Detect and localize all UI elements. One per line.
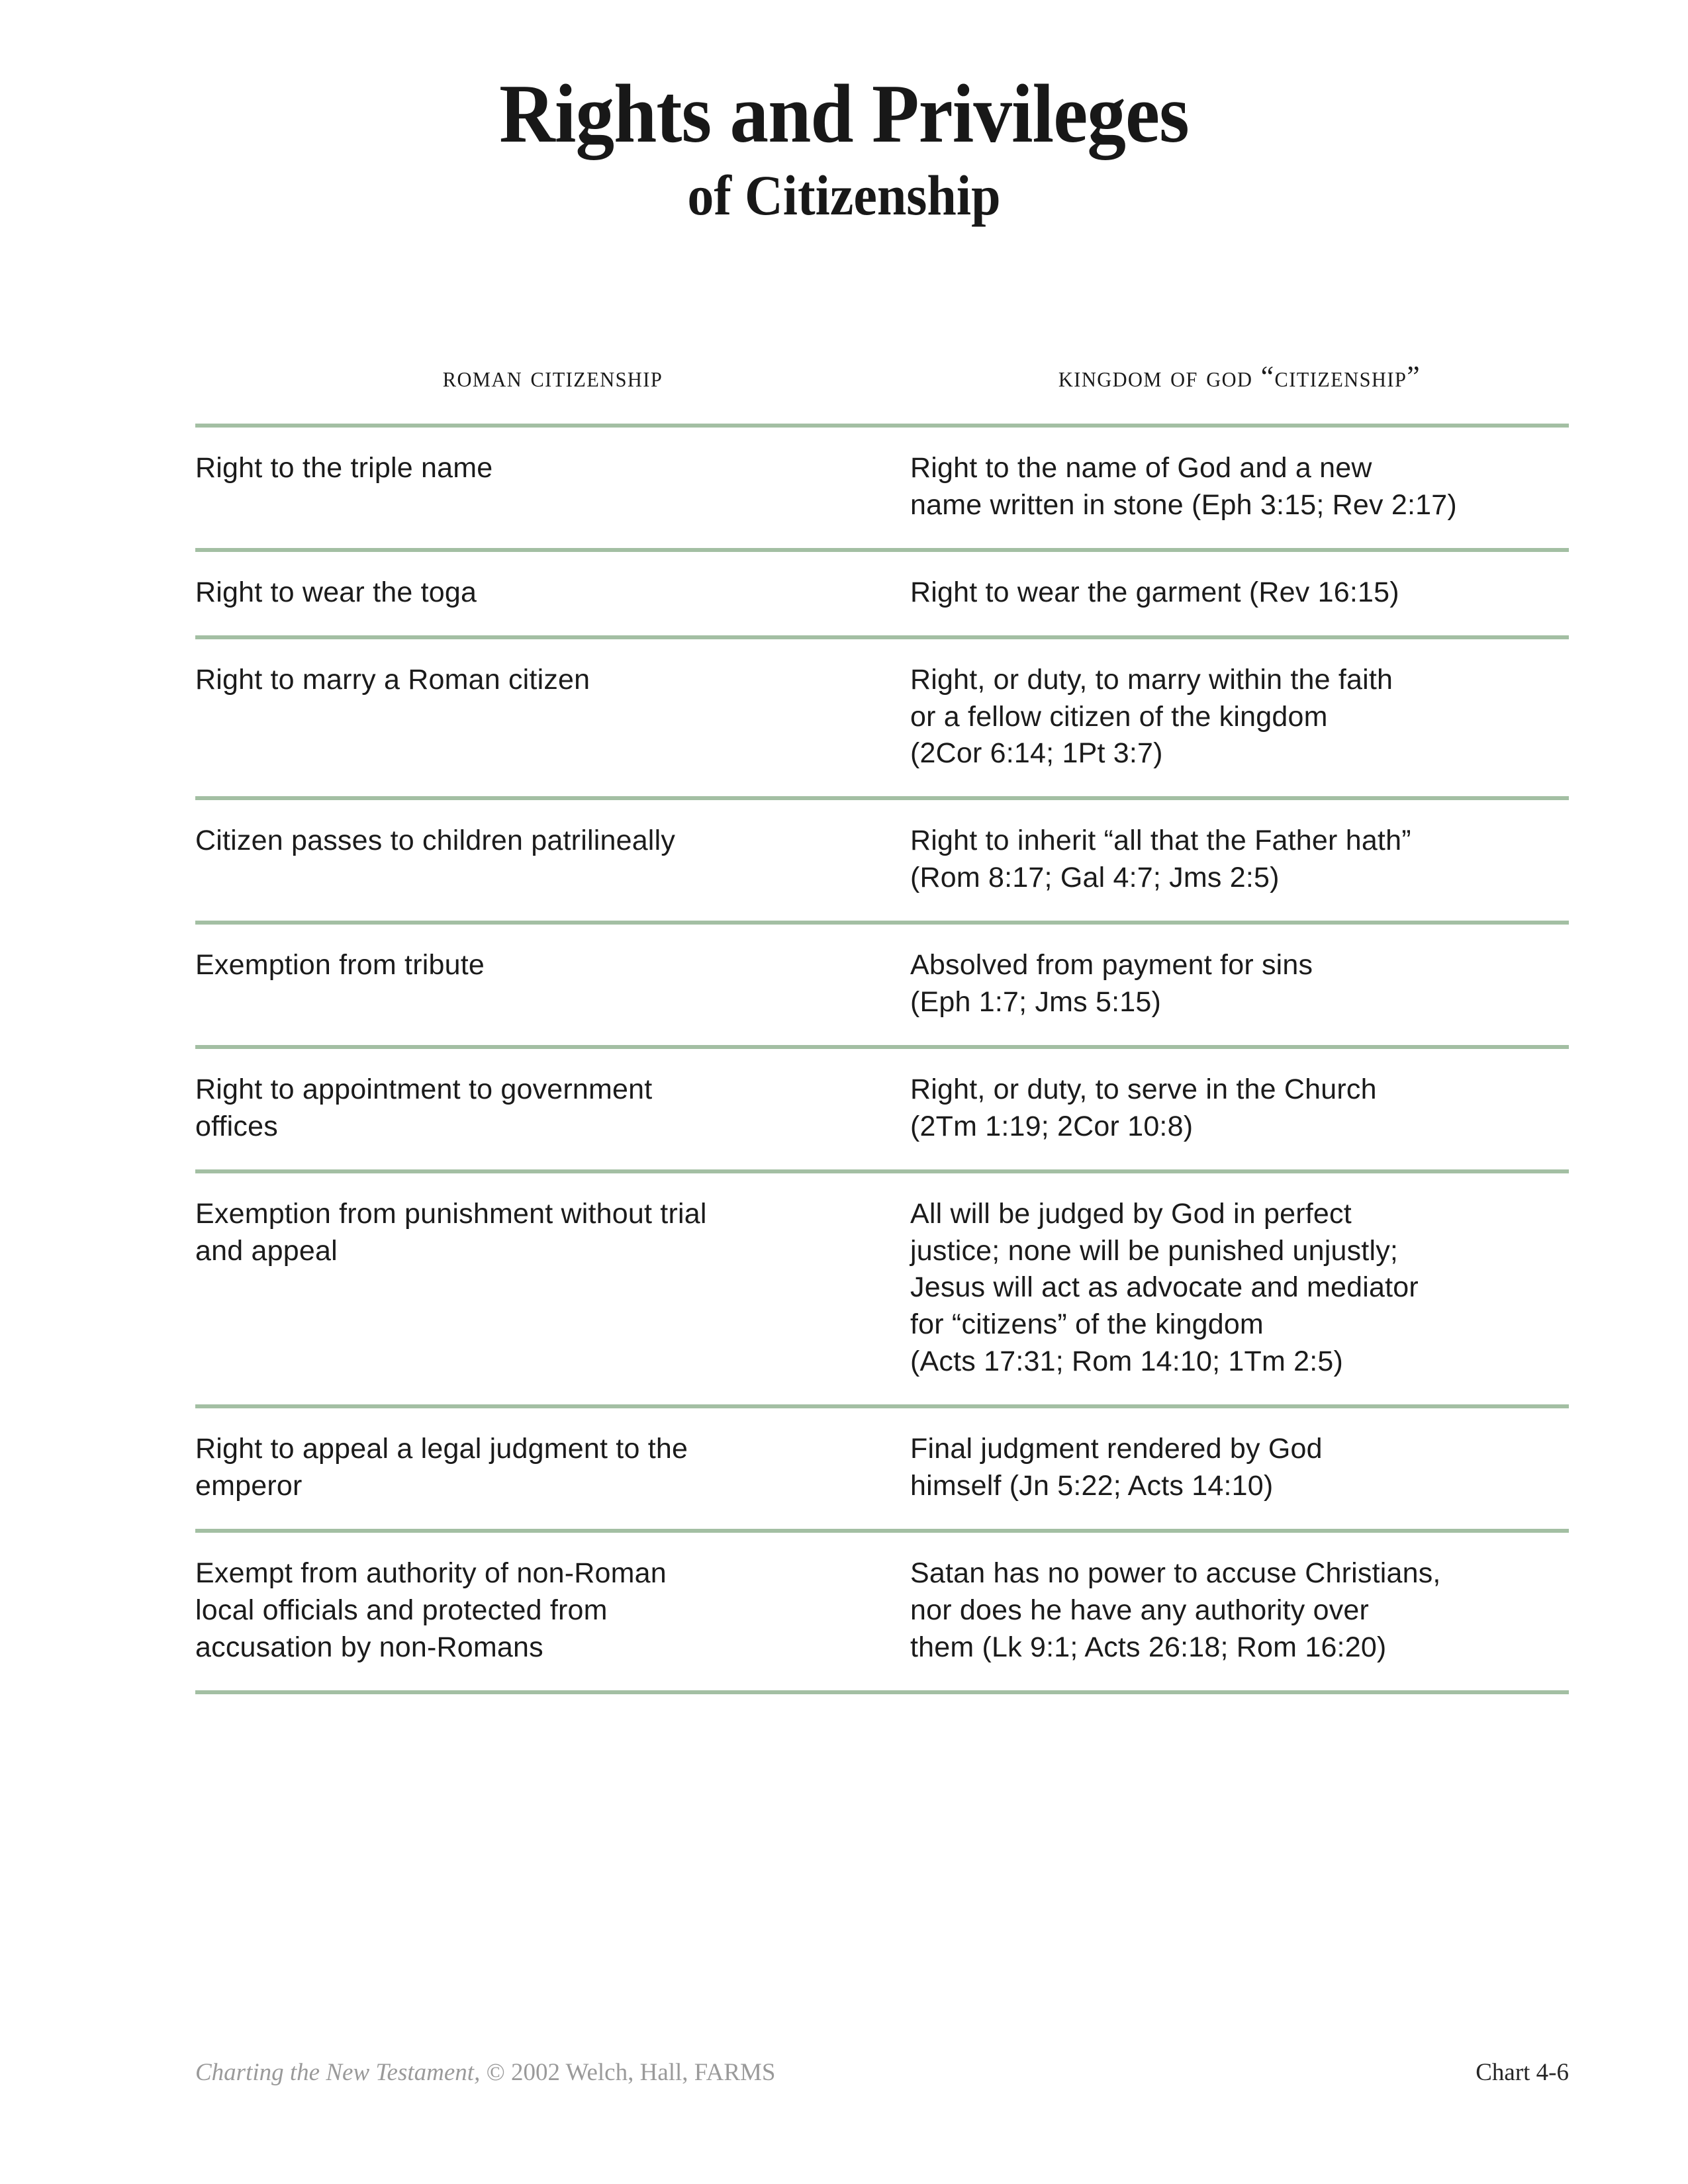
cell-roman-citizenship [195, 823, 910, 860]
cell-line: (2Tm 1:19; 2Cor 10:8) [910, 1110, 1194, 1142]
comparison-table [195, 344, 1569, 1694]
cell-roman-citizenship [195, 450, 910, 487]
page-footer [195, 2058, 1569, 2087]
title-subtitle: of Citizenship [687, 163, 1001, 227]
cell-line: Right to wear the garment (Rev 16:15) [910, 576, 1399, 608]
cell-kingdom-citizenship [910, 1555, 1569, 1666]
footer-source-title: Charting the New Testament, [195, 2059, 481, 2086]
table-row [195, 639, 1569, 797]
table-body [195, 428, 1569, 1694]
cell-kingdom-citizenship [910, 662, 1569, 773]
cell-line: Right to wear the toga [195, 576, 477, 608]
cell-line: Absolved from payment for sins [910, 949, 1313, 981]
cell-line: Right, or duty, to marry within the faith [910, 663, 1393, 696]
column-header-kingdom-of-god-citizenship: kingdom of god “citizenship” [1058, 359, 1421, 393]
cell-line: (Acts 17:31; Rom 14:10; 1Tm 2:5) [910, 1345, 1344, 1378]
cell-line: (2Cor 6:14; 1Pt 3:7) [910, 737, 1163, 770]
title-main: Rights and Privileges [499, 68, 1189, 160]
cell-kingdom-citizenship [910, 823, 1569, 897]
cell-kingdom-citizenship [910, 574, 1569, 612]
table-row [195, 800, 1569, 921]
cell-roman-citizenship [195, 662, 910, 699]
footer-source [195, 2058, 776, 2087]
cell-kingdom-citizenship [910, 947, 1569, 1021]
cell-line: Citizen passes to children patrilineally [195, 825, 676, 857]
footer-chart-number: Chart 4-6 [1476, 2059, 1569, 2086]
cell-line: emperor [195, 1470, 303, 1502]
cell-roman-citizenship [195, 1555, 910, 1666]
cell-line: local officials and protected from [195, 1594, 608, 1626]
cell-line: (Eph 1:7; Jms 5:15) [910, 986, 1162, 1019]
cell-roman-citizenship [195, 1071, 910, 1146]
table-row [195, 428, 1569, 548]
cell-line: Final judgment rendered by God [910, 1433, 1323, 1465]
cell-line: name written in stone (Eph 3:15; Rev 2:17) [910, 488, 1457, 521]
cell-line: or a fellow citizen of the kingdom [910, 700, 1328, 733]
cell-line: Right to appeal a legal judgment to the [195, 1433, 688, 1465]
page-title [0, 68, 1688, 227]
cell-line: nor does he have any authority over [910, 1594, 1370, 1626]
cell-line: justice; none will be punished unjustly; [910, 1234, 1399, 1267]
column-header-roman-citizenship: roman citizenship [442, 359, 663, 393]
cell-line: Right to appointment to government [195, 1073, 653, 1105]
cell-line: himself (Jn 5:22; Acts 14:10) [910, 1470, 1274, 1502]
cell-kingdom-citizenship [910, 1071, 1569, 1146]
table-row [195, 552, 1569, 635]
table-header-row [195, 344, 1569, 424]
cell-line: Satan has no power to accuse Christians, [910, 1557, 1441, 1589]
cell-kingdom-citizenship [910, 450, 1569, 524]
cell-line: Right to the triple name [195, 452, 493, 484]
cell-line: Jesus will act as advocate and mediator [910, 1271, 1419, 1304]
cell-line: and appeal [195, 1234, 338, 1267]
cell-roman-citizenship [195, 947, 910, 984]
table-row [195, 1408, 1569, 1529]
cell-line: (Rom 8:17; Gal 4:7; Jms 2:5) [910, 862, 1280, 894]
cell-roman-citizenship [195, 1431, 910, 1505]
cell-line: Exempt from authority of non-Roman [195, 1557, 667, 1589]
cell-line: Right to marry a Roman citizen [195, 663, 590, 696]
cell-line: Exemption from punishment without trial [195, 1197, 707, 1230]
cell-roman-citizenship [195, 1196, 910, 1270]
cell-line: Exemption from tribute [195, 949, 485, 981]
cell-line: them (Lk 9:1; Acts 26:18; Rom 16:20) [910, 1631, 1387, 1663]
cell-kingdom-citizenship [910, 1431, 1569, 1505]
cell-line: accusation by non-Romans [195, 1631, 543, 1663]
row-divider [195, 1690, 1569, 1694]
cell-kingdom-citizenship [910, 1196, 1569, 1381]
table-row [195, 1533, 1569, 1690]
footer-copyright: © 2002 Welch, Hall, FARMS [480, 2059, 776, 2086]
cell-line: offices [195, 1110, 278, 1142]
cell-line: All will be judged by God in perfect [910, 1197, 1352, 1230]
cell-line: Right, or duty, to serve in the Church [910, 1073, 1377, 1105]
table-row [195, 1049, 1569, 1169]
table-row [195, 925, 1569, 1045]
cell-roman-citizenship [195, 574, 910, 612]
table-row [195, 1173, 1569, 1404]
cell-line: for “citizens” of the kingdom [910, 1308, 1264, 1341]
cell-line: Right to inherit “all that the Father hath” [910, 825, 1411, 857]
cell-line: Right to the name of God and a new [910, 452, 1372, 484]
